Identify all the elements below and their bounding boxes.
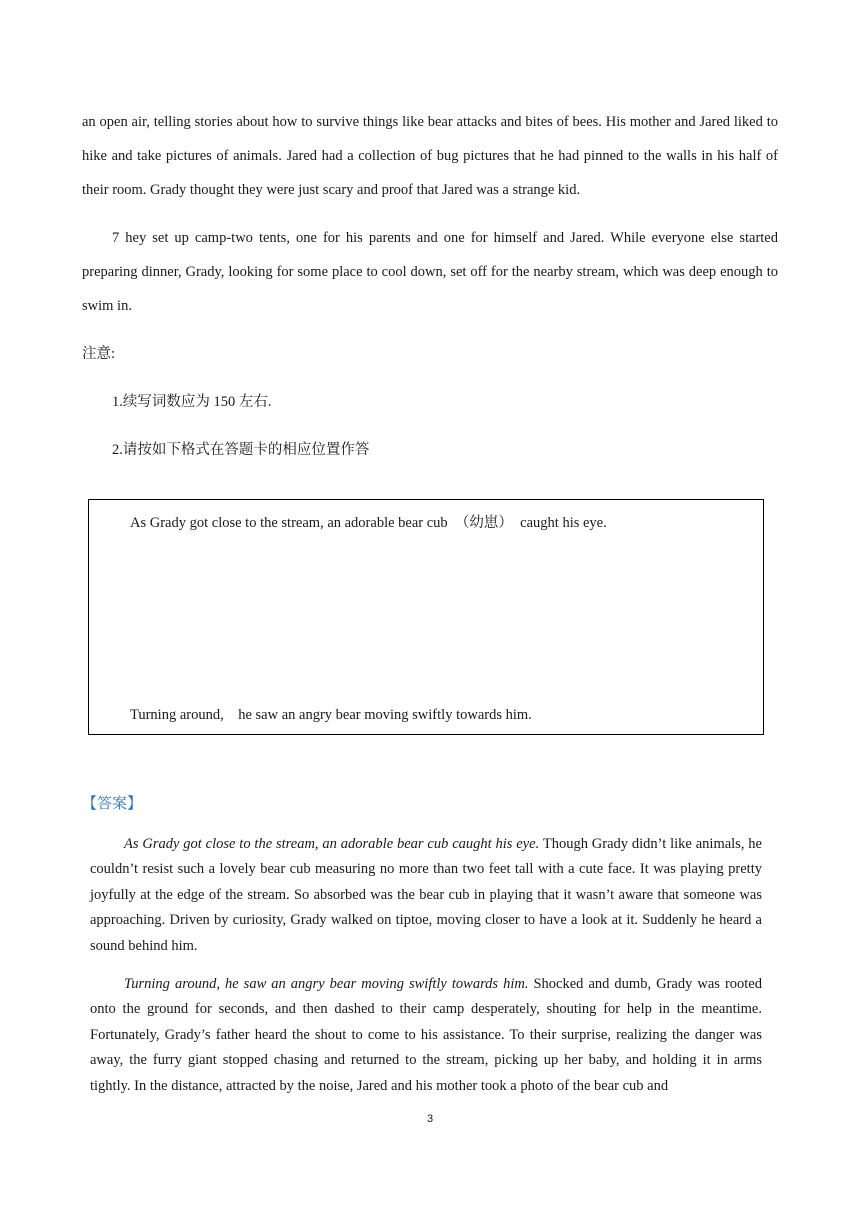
answer-paragraph-2-body: Shocked and dumb, Grady was rooted onto the ground for seconds, and then dashed to their camp desperately, shouting for help in the meantime. Fortunately, Grady’s father heard the shout to come to his assistance. To their surprise, realizing the danger was away, the furry giant stopped chasing and returned to the stream, picking up her baby, and holding it in arms tightly. In the distance, attracted by the noise, Jared and his mother took a photo of the bear cub and <box>90 976 762 1094</box>
passage-paragraph-2: 7 hey set up camp-two tents, one for his parents and one for himself and Jared. While everyone else started preparing dinner, Grady, looking for some place to cool down, set off for the nearby stream, which was deep enough to swim in. <box>82 230 778 314</box>
page-number: 3 <box>426 1113 434 1125</box>
answer-paragraph-1 <box>90 832 762 959</box>
answer-label: 【答案】 <box>82 794 143 812</box>
answer-paragraph-1-lead: As Grady got close to the stream, an adorable bear cub caught his eye. <box>124 836 540 852</box>
notes-label: 注意: <box>82 346 116 362</box>
answer-format-box <box>88 499 764 735</box>
note-item-2: 2.请按如下格式在答题卡的相应位置作答 <box>112 442 370 458</box>
answer-paragraph-2-lead: Turning around, he saw an angry bear moving swiftly towards him. <box>124 976 529 992</box>
box-second-sentence: Turning around, he saw an angry bear moving swiftly towards him. <box>130 707 532 723</box>
box-opening-sentence: As Grady got close to the stream, an adorable bear cub （幼崽） caught his eye. <box>130 515 607 531</box>
passage-paragraph-1: an open air, telling stories about how to survive things like bear attacks and bites of bees. His mother and Jared liked to hike and take pictures of animals. Jared had a collection of bug pictures that he had pinned to the walls in his half of their room. Grady thought they were just scary and proof that Jared was a strange kid. <box>82 114 778 198</box>
answer-paragraph-2 <box>90 972 762 1099</box>
note-item-1: 1.续写词数应为 150 左右. <box>112 394 272 410</box>
answer-paragraph-1-body: Though Grady didn’t like animals, he couldn’t resist such a lovely bear cub measuring no more than two feet tall with a cute face. It was playing pretty joyfully at the edge of the stream. So absorbed was the bear cub in playing that it wasn’t aware that someone was approaching. Driven by curiosity, Grady walked on tiptoe, moving closer to have a look at it. Suddenly he heard a sound behind him. <box>90 836 762 954</box>
